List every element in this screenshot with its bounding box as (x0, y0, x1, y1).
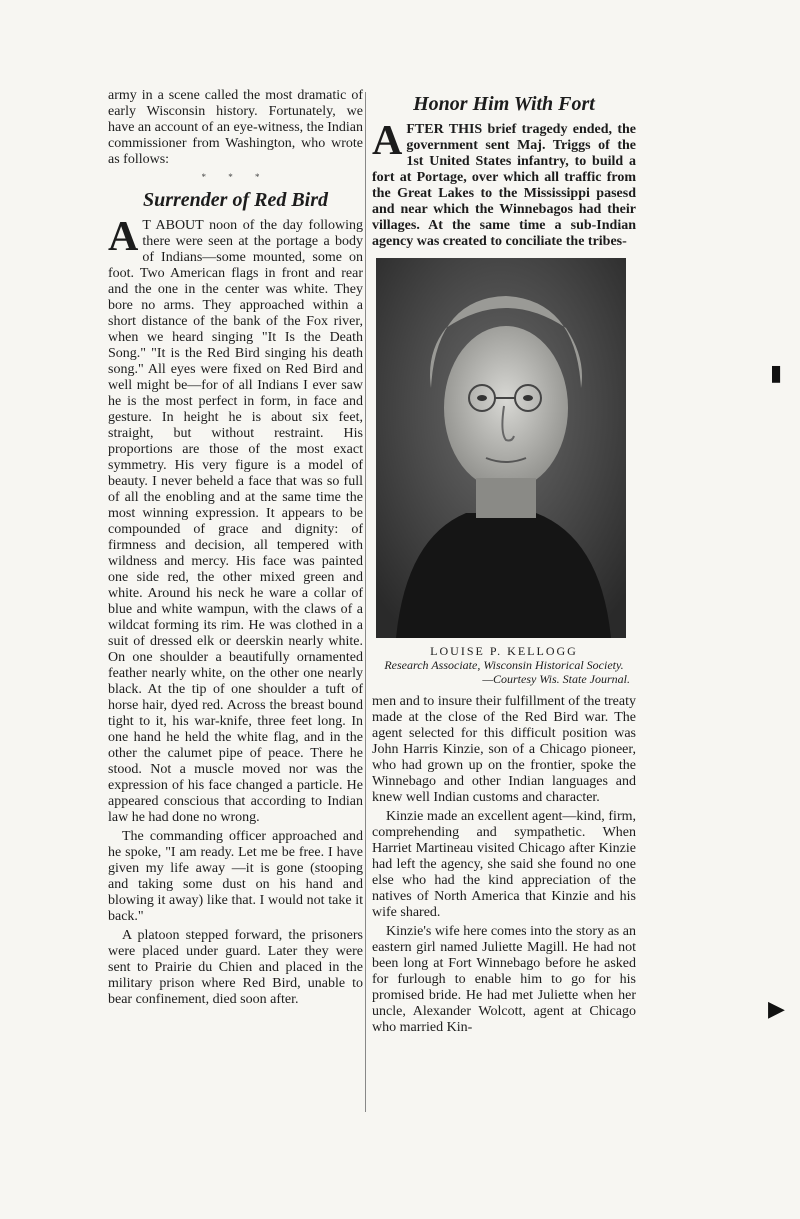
kinzie-paragraph: Kinzie made an excellent agent—kind, firm, comprehending and sympathetic. When Harriet Martineau visited Chicago after Kinzie had left the agency, she said she found no one else who had the kind appreciation of the natives of North America that Kinzie and his wife shared. (372, 809, 636, 920)
fort-lead-paragraph (372, 118, 636, 250)
caption-name: LOUISE P. KELLOGG (430, 644, 578, 658)
agency-paragraph: men and to insure their fulfillment of the treaty made at the close of the Red Bird war. The agent selected for this difficult position was John Harris Kinzie, son of a Chicago pioneer, who had grown up on the frontier, spoke the Winnebago and other Indian languages and knew well Indian customs and character. (372, 694, 636, 805)
column-rule (365, 92, 366, 1112)
right-column (372, 88, 636, 1036)
photo-caption (372, 644, 636, 686)
officer-paragraph: The commanding officer approached and he spoke, "I am ready. Let me be free. I have given my life away —it is gone (stooping and taking some dust on his hand and blowing it away) like that. I would not take it back." (108, 829, 363, 924)
portrait-illustration (376, 258, 626, 638)
section-headline-fort: Honor Him With Fort (413, 93, 595, 115)
platoon-paragraph: A platoon stepped forward, the prisoners were placed under guard. Later they were sent to Prairie du Chien and placed in the military prison where Red Bird, unable to bear confinement, died soon after. (108, 928, 363, 1007)
eyewitness-text: T ABOUT noon of the day following there were seen at the portage a body of Indians—some mounted, some on foot. Two American flags in front and rear and the one in the center was white. They bore no arms. They approached within a short distance of the bank of the Fox river, when we heard singing "It Is the Death Song." "It is the Red Bird singing his death song." All eyes were fixed on Red Bird and well might be—for of all Indians I ever saw he is the most perfect in form, in face and gesture. In height he is about six feet, straight, but without restraint. His proportions are those of the most exact symmetry. His very figure is a model of beauty. I never beheld a face that was so full of all the enobling and at the same time the most winning expression. It appears to be compounded of grace and dignity: of firmness and decision, all tempered with wildness and mercy. His face was painted one side red, the other mixed green and white. Around his neck he ware a collar of blue and white wampun, with the claws of a wildcat forming its rim. He was clothed in a suit of dressed elk or deerskin nearly white. On one shoulder a beautifully ornamented feather nearly white, on the other one nearly black. At the tip of one shoulder a tuft of horse hair, dyed red. Across the breast bound tight to it, his war-knife, three feet long. In one hand he held the white flag, and in the other the calumet pipe of peace. There he stood. Not a muscle moved nor was the expression of his face changed a particle. He appeared conscious that according to Indian law he had done no wrong. (108, 218, 363, 825)
fort-lead-text: FTER THIS brief tragedy ended, the government sent Maj. Triggs of the 1st United States infantry, to build a fort at Portage, over which all traffic from the Great Lakes to the Mississippi pasesd and near which the Winnebagos had their villages. At the same time a sub-Indian agency was created to conciliate the tribes- (372, 122, 636, 249)
juliette-paragraph: Kinzie's wife here comes into the story as an eastern girl named Juliette Magill. He had not been long at Fort Winnebago before he asked for furlough to enable him to go for his promised bride. He had met Juliette when her uncle, Alexander Wolcott, agent at Chicago who married Kin- (372, 924, 636, 1035)
eyewitness-paragraph (108, 214, 363, 826)
section-divider: * * * (201, 172, 270, 182)
portrait-photo (376, 258, 626, 638)
left-column (108, 88, 363, 1008)
caption-credit: —Courtesy Wis. State Journal. (482, 672, 630, 686)
intro-paragraph: army in a scene called the most dramatic of early Wisconsin history. Fortunately, we have an account of an eye-witness, the Indian commissioner from Washington, who wrote as follows: (108, 88, 364, 167)
drop-cap: A (108, 214, 139, 260)
section-headline-surrender: Surrender of Red Bird (142, 189, 329, 211)
caption-role: Research Associate, Wisconsin Historical Society. (384, 658, 624, 672)
margin-arrow-mark: ▶ (768, 996, 785, 1021)
margin-notch-mark: ▮ (770, 360, 783, 385)
drop-cap: A (372, 118, 403, 164)
